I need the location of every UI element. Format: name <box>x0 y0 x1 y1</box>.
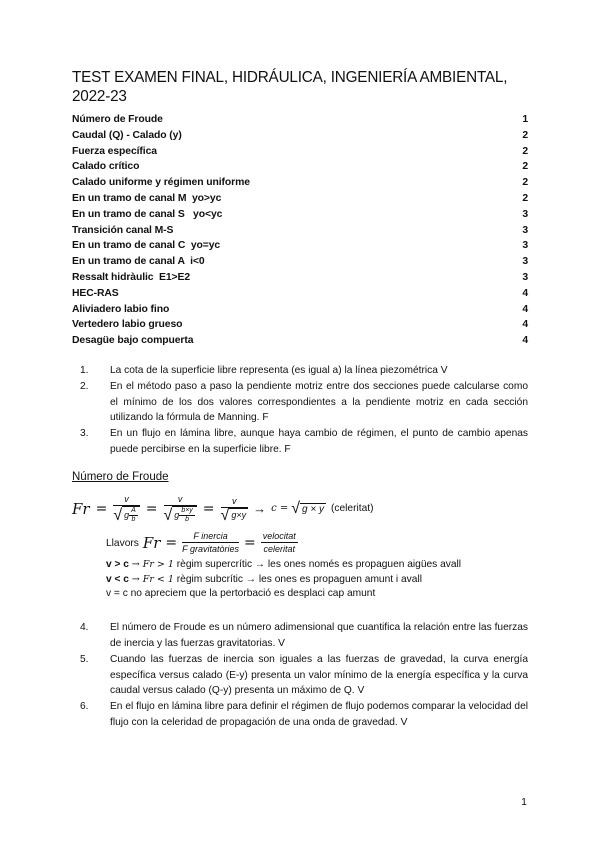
regime-line-supercritical <box>106 558 528 573</box>
denominator <box>113 506 139 524</box>
froude-forces-equation <box>106 531 528 556</box>
toc-label: Fuerza específica <box>72 145 157 157</box>
condition-text: règim supercrític → les ones només es propaguen aigües avall <box>173 558 462 570</box>
toc-page: 2 <box>522 129 528 141</box>
fraction-velocity <box>261 531 298 556</box>
toc-label: Calado uniforme y régimen uniforme <box>72 177 250 189</box>
toc-entry[interactable] <box>72 238 528 254</box>
toc-label: Caudal (Q) - Calado (y) <box>72 129 182 141</box>
toc-entry[interactable] <box>72 191 528 207</box>
denominator <box>221 508 249 522</box>
question-number: 4. <box>80 622 89 634</box>
question-item <box>72 652 528 699</box>
question-item <box>72 363 528 379</box>
condition-math: → Fr < 1 <box>131 573 174 585</box>
question-item <box>72 699 528 731</box>
question-text: En un flujo en lámina libre, aunque haya cambio de régimen, el punto de cambio apenas puede percibirse en la superficie libre. F <box>110 428 528 455</box>
question-number: 3. <box>80 428 89 440</box>
toc-entry[interactable] <box>72 159 528 175</box>
toc-page: 3 <box>522 208 528 220</box>
regime-line-critical: v = c no apreciem que la pertorbació es desplaci cap amunt <box>106 588 376 600</box>
celerity-label: (celeritat) <box>331 503 374 515</box>
g-symbol: g <box>124 509 130 520</box>
toc-entry[interactable] <box>72 286 528 302</box>
gxy-symbol: g×y <box>231 509 247 520</box>
toc-label: En un tramo de canal M yo>yc <box>72 192 222 204</box>
condition-label: v < c <box>106 573 129 585</box>
c-sqrt-content: g × y <box>302 503 324 515</box>
toc-page: 2 <box>522 192 528 204</box>
toc-entry[interactable] <box>72 144 528 160</box>
question-item <box>72 379 528 426</box>
equals-sign: = <box>202 500 215 517</box>
toc-page: 3 <box>522 224 528 236</box>
toc-page: 3 <box>522 271 528 283</box>
document-title: TEST EXAMEN FINAL, HIDRÁULICA, INGENIERÍA AMBIENTAL, 2022-23 <box>72 69 508 105</box>
condition-math: → Fr > 1 <box>131 558 174 570</box>
toc-page: 1 <box>522 114 528 125</box>
toc-label: Transición canal M-S <box>72 224 174 236</box>
toc-label: En un tramo de canal S yo<yc <box>72 208 223 220</box>
table-of-contents <box>72 112 528 349</box>
question-number: 5. <box>80 653 89 665</box>
fraction-2 <box>164 494 197 524</box>
question-text: La cota de la superficie libre representa (es igual a) la línea piezométrica V <box>110 364 448 376</box>
toc-page: 2 <box>522 177 528 189</box>
toc-entry[interactable] <box>72 207 528 223</box>
numerator: v <box>164 494 197 506</box>
numerator: v <box>113 494 139 506</box>
toc-page: 2 <box>522 161 528 173</box>
regime-lines <box>106 558 528 602</box>
question-text: En el flujo en lámina libre para definir el régimen de flujo podemos comparar la velocidad del flujo con la celeridad de propagación de una onda de gravedad. V <box>110 701 528 728</box>
toc-label: HEC-RAS <box>72 287 119 299</box>
question-item <box>72 426 528 458</box>
numerator: v <box>221 496 249 508</box>
toc-label: Vertedero labio grueso <box>72 319 183 331</box>
toc-label: En un tramo de canal C yo=yc <box>72 240 221 252</box>
fraction-forces <box>182 531 239 556</box>
width-symbol: b <box>185 515 189 523</box>
sqrt-icon: √ <box>220 506 230 524</box>
sqrt-icon: √ <box>291 499 301 517</box>
question-number: 1. <box>80 364 89 376</box>
toc-label: Calado crítico <box>72 161 140 173</box>
bxy-symbol: b×y <box>181 506 193 514</box>
section-heading-froude: Número de Froude <box>72 470 169 483</box>
toc-entry[interactable] <box>72 175 528 191</box>
question-text: En el método paso a paso la pendiente motriz entre dos secciones puede calcularse como el mínimo de los dos valores correspondientes a la pendiente motriz en cada sección utilizando la fórmula de Manning. F <box>110 380 528 424</box>
equals-sign: = <box>165 535 178 552</box>
toc-label: Aliviadero labio fino <box>72 303 170 315</box>
toc-page: 4 <box>522 335 528 347</box>
denominator: F gravitatòries <box>182 543 240 554</box>
equals-sign: = <box>244 535 256 552</box>
question-text: El número de Froude es un número adimensional que cuantifica la relación entre las fuerzas de inercia y las fuerzas gravitatorias. V <box>110 622 528 649</box>
toc-label: Ressalt hidràulic E1>E2 <box>72 271 191 283</box>
fr-symbol: Fr <box>72 499 90 518</box>
toc-entry[interactable] <box>72 112 528 128</box>
toc-page: 4 <box>522 287 528 299</box>
numerator: velocitat <box>262 530 296 541</box>
denominator <box>164 506 197 524</box>
question-number: 6. <box>80 701 89 713</box>
regime-line-subcritical <box>106 573 528 588</box>
toc-entry[interactable] <box>72 223 528 239</box>
toc-page: 3 <box>522 256 528 268</box>
width-symbol: b <box>131 515 136 523</box>
g-symbol: g <box>174 509 180 520</box>
toc-page: 2 <box>522 145 528 157</box>
sqrt-icon: √ <box>163 506 173 524</box>
document-page <box>72 68 528 731</box>
froude-equation <box>72 489 528 529</box>
equals-sign: = <box>95 500 108 517</box>
toc-label: Número de Froude <box>72 114 163 125</box>
condition-label: v > c <box>106 558 129 570</box>
toc-page: 4 <box>522 303 528 315</box>
toc-entry[interactable] <box>72 270 528 286</box>
arrow-icon: → <box>253 501 267 517</box>
c-equals: c = <box>271 503 289 515</box>
area-symbol: A <box>131 506 136 514</box>
question-list <box>72 620 528 731</box>
toc-page: 4 <box>522 319 528 331</box>
page-number: 1 <box>521 796 527 808</box>
toc-label: Desagüe bajo compuerta <box>72 335 194 347</box>
fraction-1 <box>113 494 139 524</box>
toc-label: En un tramo de canal A i<0 <box>72 256 205 268</box>
sqrt-icon: √ <box>113 506 123 524</box>
toc-entry[interactable] <box>72 302 528 318</box>
toc-entry[interactable] <box>72 317 528 333</box>
toc-page: 3 <box>522 240 528 252</box>
fraction-3 <box>221 496 249 522</box>
toc-entry[interactable] <box>72 128 528 144</box>
equals-sign: = <box>145 500 158 517</box>
toc-entry[interactable] <box>72 333 528 349</box>
llavors-label: Llavors <box>106 537 139 549</box>
question-text: Cuando las fuerzas de inercia son iguales a las fuerzas de gravedad, la curva energía específica versus calado (E-y) presenta un valor mínimo de la energía específica y la curva caudal versus calado (Q-y) presenta un máximo de Q. V <box>110 653 528 697</box>
toc-entry[interactable] <box>72 254 528 270</box>
denominator: celeritat <box>263 543 296 554</box>
fr-symbol: Fr <box>142 534 161 553</box>
numerator: F inercia <box>182 531 239 543</box>
question-number: 2. <box>80 380 89 392</box>
question-item <box>72 620 528 652</box>
question-list <box>72 363 528 458</box>
condition-text: règim subcrític → les ones es propaguen amunt i avall <box>173 573 422 585</box>
